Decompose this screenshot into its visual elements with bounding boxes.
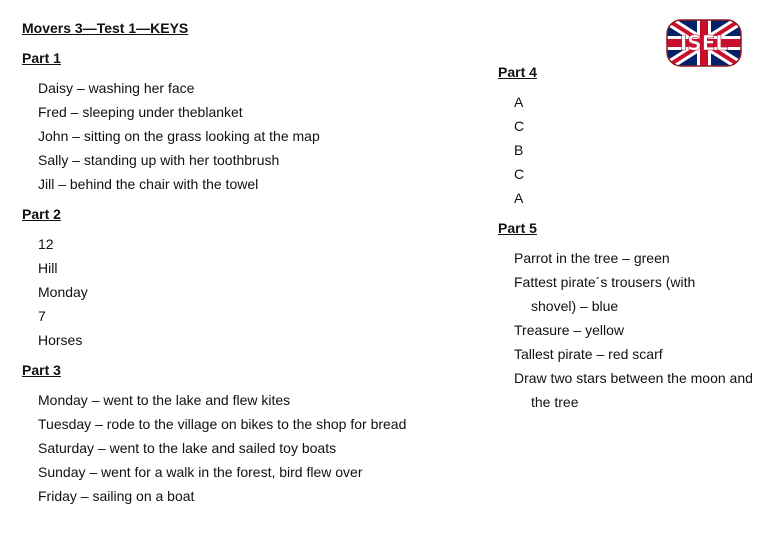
part3-heading: Part 3 (22, 362, 61, 378)
list-item: Fattest pirate´s trousers (with shovel) – blue (514, 274, 696, 314)
list-item: Daisy – washing her face (38, 80, 195, 96)
logo-text: ISEL (679, 31, 729, 55)
list-item: Fred – sleeping under theblanket (38, 104, 243, 120)
part2-heading: Part 2 (22, 206, 61, 222)
part2-list (22, 232, 442, 352)
part4-list (498, 90, 758, 210)
list-item: Draw two stars between the moon and the tree (514, 370, 753, 410)
right-column (498, 62, 758, 414)
list-item: Treasure – yellow (514, 322, 624, 338)
part5-heading: Part 5 (498, 220, 537, 236)
list-item: A (514, 190, 524, 206)
list-item: Hill (38, 260, 58, 276)
list-item: Parrot in the tree – green (514, 250, 670, 266)
part1-heading: Part 1 (22, 50, 61, 66)
list-item: 7 (38, 308, 46, 324)
list-item: C (514, 166, 525, 182)
list-item: Tuesday – rode to the village on bikes to the shop for bread (38, 416, 407, 432)
part1-list (22, 76, 442, 196)
part3-list (22, 388, 442, 508)
list-item: John – sitting on the grass looking at the map (38, 128, 320, 144)
list-item: Tallest pirate – red scarf (514, 346, 663, 362)
part5-list (498, 246, 758, 414)
list-item: Monday – went to the lake and flew kites (38, 392, 291, 408)
list-item: Horses (38, 332, 83, 348)
list-item: Friday – sailing on a boat (38, 488, 195, 504)
list-item: Saturday – went to the lake and sailed toy boats (38, 440, 337, 456)
list-item: 12 (38, 236, 54, 252)
document-title: Movers 3—Test 1—KEYS (22, 20, 189, 36)
list-item: Sally – standing up with her toothbrush (38, 152, 280, 168)
list-item: Jill – behind the chair with the towel (38, 176, 259, 192)
list-item: A (514, 94, 524, 110)
list-item: C (514, 118, 525, 134)
left-column (22, 18, 442, 508)
list-item: Sunday – went for a walk in the forest, bird flew over (38, 464, 363, 480)
list-item: B (514, 142, 524, 158)
part4-heading: Part 4 (498, 64, 537, 80)
isel-flag-logo (666, 19, 742, 67)
list-item: Monday (38, 284, 88, 300)
